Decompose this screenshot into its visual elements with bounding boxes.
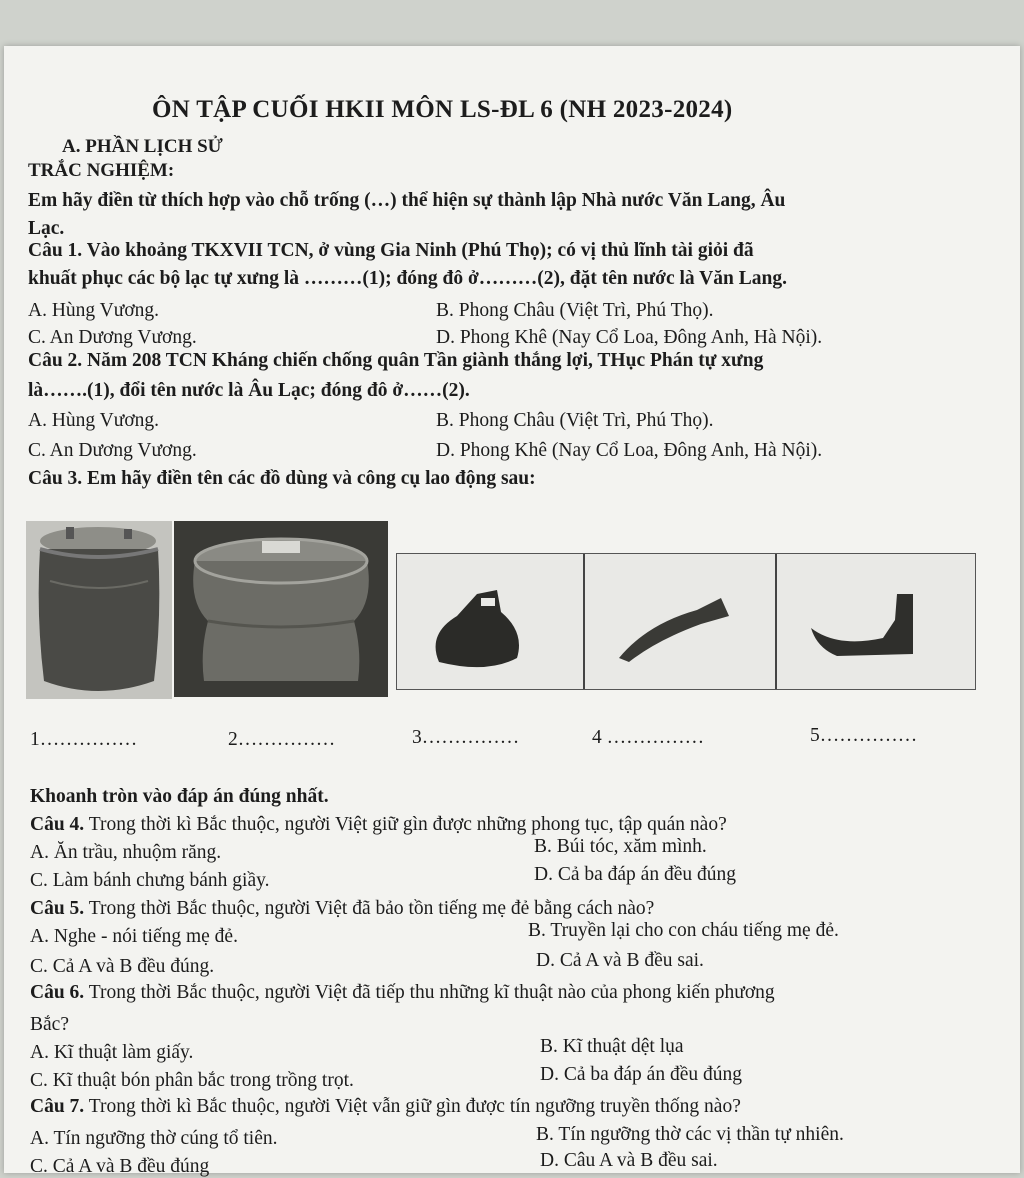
question-6-option-c: C. Kĩ thuật bón phân bắc trong trồng trọt. — [30, 1070, 354, 1091]
bronze-drum-image — [174, 521, 388, 697]
question-5-option-b: B. Truyền lại cho con cháu tiếng mẹ đẻ. — [528, 920, 839, 941]
question-5-option-d: D. Cả A và B đều sai. — [536, 950, 704, 971]
question-6-option-d: D. Cả ba đáp án đều đúng — [540, 1064, 742, 1085]
answer-blank-1[interactable]: 1…………… — [30, 729, 138, 750]
question-6-stem: Câu 6. Trong thời Bắc thuộc, người Việt đã tiếp thu những kĩ thuật nào của phong kiến phương — [30, 982, 775, 1003]
question-5-stem: Câu 5. Trong thời Bắc thuộc, người Việt đã bảo tồn tiếng mẹ đẻ bằng cách nào? — [30, 898, 655, 919]
question-1-stem: Câu 1. Vào khoảng TKXVII TCN, ở vùng Gia Ninh (Phú Thọ); có vị thủ lĩnh tài giỏi đã — [28, 240, 754, 261]
tools-image-strip — [396, 553, 976, 690]
question-4-text: Trong thời kì Bắc thuộc, người Việt giữ gìn được những phong tục, tập quán nào? — [88, 814, 727, 835]
question-7-option-c: C. Cả A và B đều đúng — [30, 1156, 210, 1177]
answer-blank-3[interactable]: 3…………… — [412, 727, 520, 748]
question-1-option-b: B. Phong Châu (Việt Trì, Phú Thọ). — [436, 300, 714, 321]
question-1-option-c: C. An Dương Vương. — [28, 327, 197, 348]
page-title: ÔN TẬP CUỐI HKII MÔN LS-ĐL 6 (NH 2023-2024) — [152, 96, 733, 123]
question-5-text: Trong thời Bắc thuộc, người Việt đã bảo tồn tiếng mẹ đẻ bằng cách nào? — [88, 898, 655, 919]
question-7-option-d: D. Câu A và B đều sai. — [540, 1150, 718, 1171]
answer-blank-4[interactable]: 4 …………… — [592, 727, 705, 748]
answer-blank-2[interactable]: 2…………… — [228, 729, 336, 750]
question-6-option-a: A. Kĩ thuật làm giấy. — [30, 1042, 194, 1063]
question-6-stem-cont: Bắc? — [30, 1014, 69, 1035]
question-4-option-b: B. Búi tóc, xăm mình. — [534, 836, 707, 857]
question-7-stem: Câu 7. Trong thời kì Bắc thuộc, người Việt vẫn giữ gìn được tín ngưỡng truyền thống nào? — [30, 1096, 741, 1117]
question-5-option-c: C. Cả A và B đều đúng. — [30, 956, 215, 977]
question-1-option-a: A. Hùng Vương. — [28, 300, 160, 321]
multiple-choice-heading: TRẮC NGHIỆM: — [28, 160, 175, 181]
instruction-text: Em hãy điền từ thích hợp vào chỗ trống (…) thể hiện sự thành lập Nhà nước Văn Lang, Âu — [28, 190, 786, 211]
question-4-option-c: C. Làm bánh chưng bánh giầy. — [30, 870, 270, 891]
answer-blank-5[interactable]: 5…………… — [810, 725, 918, 746]
circle-answer-heading: Khoanh tròn vào đáp án đúng nhất. — [30, 786, 329, 807]
question-4-option-d: D. Cả ba đáp án đều đúng — [534, 864, 736, 885]
question-6-option-b: B. Kĩ thuật dệt lụa — [540, 1036, 684, 1057]
question-1-stem-cont: khuất phục các bộ lạc tự xưng là ………(1); đóng đô ở………(2), đặt tên nước là Văn Lang. — [28, 268, 787, 289]
question-2-stem-cont: là…….(1), đổi tên nước là Âu Lạc; đóng đô ở……(2). — [28, 380, 470, 401]
question-7-option-b: B. Tín ngưỡng thờ các vị thần tự nhiên. — [536, 1124, 844, 1145]
question-7-option-a: A. Tín ngưỡng thờ cúng tổ tiên. — [30, 1128, 278, 1149]
question-2-option-d: D. Phong Khê (Nay Cổ Loa, Đông Anh, Hà Nội). — [436, 440, 823, 461]
question-2-option-b: B. Phong Châu (Việt Trì, Phú Thọ). — [436, 410, 714, 431]
question-5-option-a: A. Nghe - nói tiếng mẹ đẻ. — [30, 926, 238, 947]
bronze-jar-image — [26, 521, 172, 699]
question-6-text: Trong thời Bắc thuộc, người Việt đã tiếp thu những kĩ thuật nào của phong kiến phương — [88, 982, 775, 1003]
question-2-stem: Câu 2. Năm 208 TCN Kháng chiến chống quân Tần giành thắng lợi, THục Phán tự xưng — [28, 350, 764, 371]
question-2-option-c: C. An Dương Vương. — [28, 440, 197, 461]
question-4-stem: Câu 4. Trong thời kì Bắc thuộc, người Việt giữ gìn được những phong tục, tập quán nào? — [30, 814, 727, 835]
question-4-option-a: A. Ăn trầu, nhuộm răng. — [30, 842, 222, 863]
instruction-text-cont: Lạc. — [28, 218, 65, 239]
question-1-option-d: D. Phong Khê (Nay Cổ Loa, Đông Anh, Hà Nội). — [436, 327, 823, 348]
question-7-text: Trong thời kì Bắc thuộc, người Việt vẫn giữ gìn được tín ngưỡng truyền thống nào? — [88, 1096, 741, 1117]
question-2-option-a: A. Hùng Vương. — [28, 410, 160, 431]
question-3-stem: Câu 3. Em hãy điền tên các đồ dùng và công cụ lao động sau: — [28, 468, 536, 489]
section-heading: A. PHẦN LỊCH SỬ — [62, 136, 223, 157]
